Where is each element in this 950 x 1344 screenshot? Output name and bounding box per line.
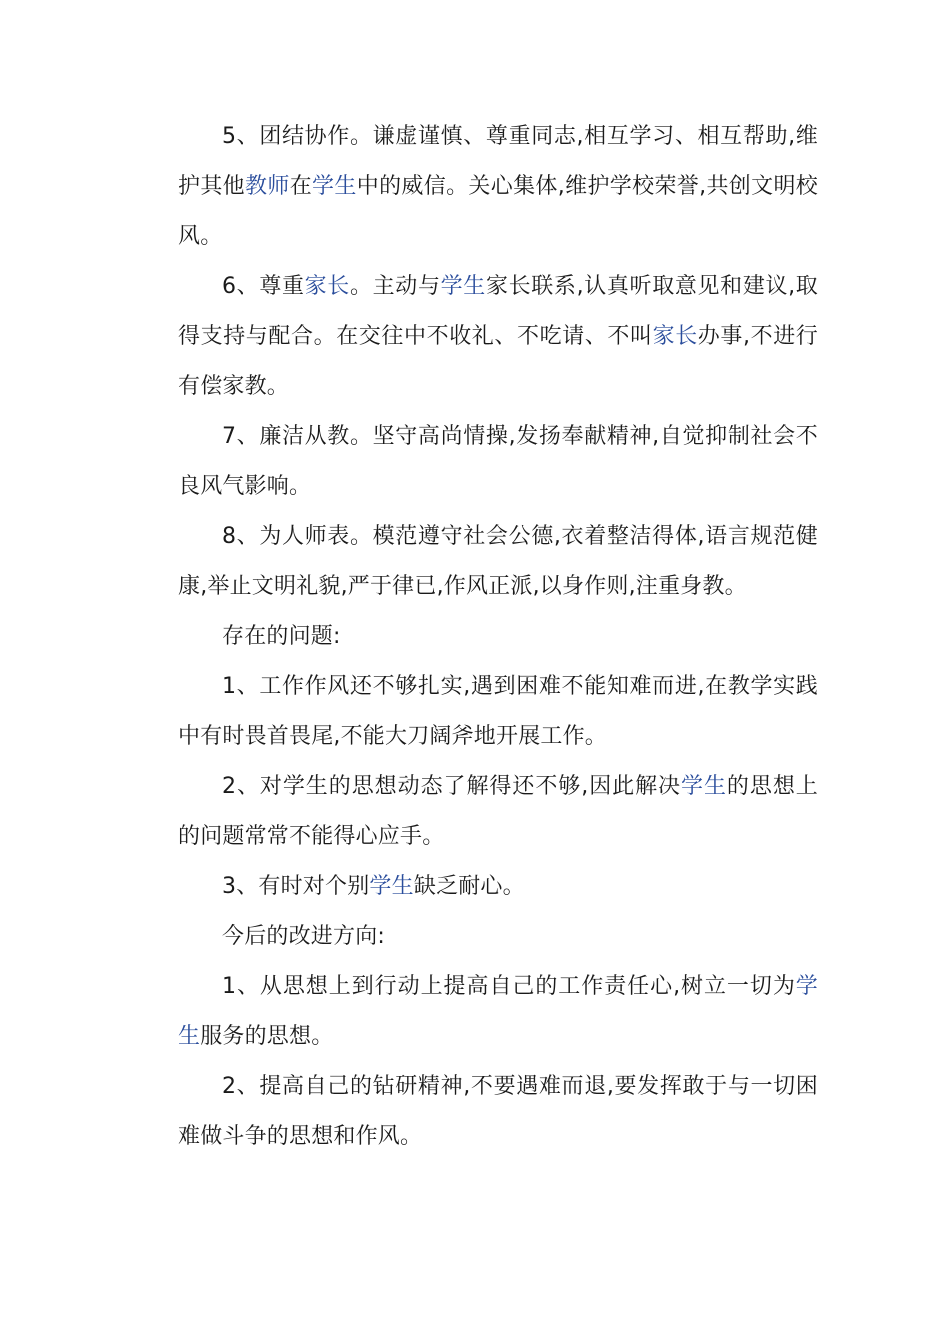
paragraph-text: 中的威信。关心集体,维护学校荣誉,共创文明校风。: [178, 174, 819, 249]
paragraph-text: 2、对学生的思想动态了解得还不够,因此解决: [222, 774, 682, 799]
paragraph: [178, 662, 818, 762]
keyword-link[interactable]: 学生: [312, 174, 357, 199]
paragraph-text: 6、尊重: [222, 274, 305, 299]
paragraph-text: 1、工作作风还不够扎实,遇到困难不能知难而进,在教学实践中有时畏首畏尾,不能大刀阔斧地开展工作。: [178, 674, 818, 749]
paragraph-text: 3、有时对个别: [222, 874, 370, 899]
paragraph-text: 8、为人师表。模范遵守社会公德,衣着整洁得体,语言规范健康,举止文明礼貌,严于律已,作风正派,以身作则,注重身教。: [178, 524, 818, 599]
paragraph-text: 服务的思想。: [200, 1024, 334, 1049]
keyword-link[interactable]: 家长: [304, 274, 350, 299]
paragraph: [178, 612, 818, 662]
paragraph-text: 在: [289, 174, 313, 199]
keyword-link[interactable]: 学生: [681, 774, 727, 799]
paragraph: [178, 1062, 818, 1162]
paragraph-text: 今后的改进方向:: [222, 924, 386, 949]
keyword-link[interactable]: 家长: [652, 324, 698, 349]
paragraph-text: 办事,不进行有偿家教。: [178, 324, 818, 399]
keyword-link[interactable]: 学生: [440, 274, 486, 299]
paragraph-text: 存在的问题:: [222, 624, 341, 649]
paragraph-text: 5、团结协作。谦虚谨慎、尊重同志,相互学习、相互帮助,维护其他: [178, 124, 818, 199]
paragraph: [178, 912, 818, 962]
paragraph: [178, 412, 818, 512]
paragraph: [178, 962, 818, 1062]
paragraph-text: 2、提高自己的钻研精神,不要遇难而退,要发挥敢于与一切困难做斗争的思想和作风。: [178, 1074, 818, 1149]
paragraph-text: 的思想上的问题常常不能得心应手。: [178, 774, 818, 849]
paragraph-text: 缺乏耐心。: [413, 874, 525, 899]
paragraph-text: 。主动与: [349, 274, 441, 299]
document-body: [178, 112, 818, 1162]
paragraph: [178, 862, 818, 912]
paragraph: [178, 112, 818, 262]
paragraph: [178, 262, 818, 412]
paragraph-text: 1、从思想上到行动上提高自己的工作责任心,树立一切为: [222, 974, 796, 999]
paragraph-text: 家长联系,认真听取意见和建议,取得支持与配合。在交往中不收礼、不吃请、不叫: [178, 274, 818, 349]
keyword-link[interactable]: 教师: [245, 174, 290, 199]
paragraph: [178, 512, 818, 612]
paragraph: [178, 762, 818, 862]
keyword-link[interactable]: 学生: [178, 974, 818, 1049]
paragraph-text: 7、廉洁从教。坚守高尚情操,发扬奉献精神,自觉抑制社会不良风气影响。: [178, 424, 818, 499]
keyword-link[interactable]: 学生: [369, 874, 414, 899]
